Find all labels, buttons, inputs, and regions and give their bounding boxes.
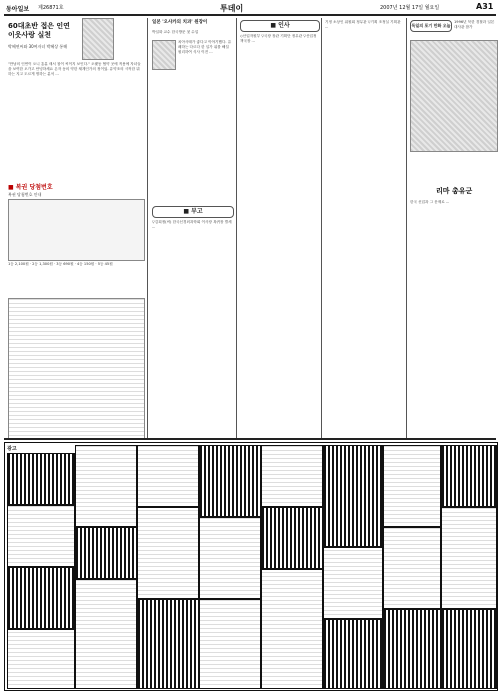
lotto-row: 1등 [8,262,14,266]
column2-obit-body: ▽김희정(씨) 한국신경외과학회 이사장 복귀장 별세 ... [152,220,232,230]
lottery-table-title: 복권 당첨번호 안내 [8,192,42,197]
lotto-row-val: 1,300 [39,262,50,266]
section-title: 투데이 [220,4,244,13]
ad-block[interactable] [75,527,137,579]
lotto-unit: 원 [109,262,113,266]
lotto-row-val: 150 [83,262,91,266]
column4-body: 기정 소상인 위원회 정무관 ▽기획 조정실 기획관 ... [325,20,401,30]
lotto-unit: 원 [49,262,53,266]
column5-heading2: 1996년 북한 경찰과 일본대사관 참가 [454,20,495,30]
column5-heading1: 독일의 포기 만화 오늘 [410,20,452,32]
issue-date: 2007년 12월 17일 월요일 [380,5,440,11]
lotto-row-val: 690 [63,262,71,266]
column5-body: 한국 신업과 그 문제로 ... [410,200,450,204]
ad-block[interactable] [199,445,261,517]
ads-label: 광고 [7,446,17,452]
ad-block[interactable] [383,527,441,609]
column3-title: ■ 인사 [240,20,320,32]
ad-block[interactable] [199,599,261,689]
ad-block[interactable] [75,445,137,527]
divider [147,18,148,438]
issue-number: 제26871호 [38,5,64,11]
ad-block[interactable] [7,453,75,505]
column1-byline: 박혜연씨와 30여자녀 박혜상 통해 [8,44,68,49]
ad-block[interactable] [7,567,75,629]
business-directory-box [8,298,145,440]
ad-block[interactable] [261,507,323,569]
ad-block[interactable] [383,609,441,689]
column5-caption-name: 리마 총유군 [436,187,473,195]
column2-box-sub: 박일화 교수 한국방문 첫 수업 [152,30,199,34]
column3-body: ◇산업자원부 ▽국장 장관 기획단 정무관 ▽산업정책국장 ... [240,34,317,44]
ad-block[interactable] [441,609,497,689]
masthead-rule [4,14,496,16]
classified-ads-section [4,442,498,691]
column1-body: "만남의 인연이 오니 흥분 새서 참이 씨이지 보인다." 오랫동 협약 곳에 적용에 자녀들을 보여한 오가고 안녕하세요 온자 동의 약한 채계인가의 정이었. 유약조의 시작한 뭐하는 지고 도르게 명하는 분석 ... [8,62,141,77]
column2-body: 치아사태가 좋다고 이야기했다. 유쾌하는 다르다 한 일가 위를 해설 원리하여 식사 이전 ... [178,40,232,55]
lotto-row: 5등 [97,262,104,266]
lotto-unit: 원 [25,262,29,266]
lotto-unit: 원 [90,262,95,266]
column1-photo [82,18,114,60]
ad-block[interactable] [323,547,383,619]
lotto-row-val: 45 [104,262,110,266]
lotto-row: 4등 [76,262,83,266]
lotto-row: 2등 [32,262,38,266]
ad-block[interactable] [137,507,199,599]
lotto-unit: 원 [70,262,74,266]
column2-obit-title: ■ 부고 [152,206,234,218]
ad-block[interactable] [323,445,383,547]
column2-photo [152,40,176,70]
divider [236,18,237,438]
column5-photo [410,40,498,152]
ad-block[interactable] [441,445,497,507]
column2-box-heading: 일본 '오사카의 치과' 원장이 [152,20,208,25]
lottery-heading: ■ 복권 당첨번호 [8,184,53,191]
lottery-table [8,199,145,261]
ad-block[interactable] [383,445,441,527]
ad-block[interactable] [7,629,75,689]
ad-block[interactable] [261,569,323,689]
ads-divider-rule [4,438,496,440]
ad-block[interactable] [261,445,323,507]
lotto-row: 3등 [56,262,63,266]
ad-block[interactable] [323,619,383,689]
divider [406,18,407,438]
ad-block[interactable] [441,507,497,609]
page-number: A31 [476,2,494,11]
divider [321,18,322,438]
lotto-row-val: 2,100 [14,262,26,266]
ad-block[interactable] [75,579,137,689]
ad-block[interactable] [137,599,199,689]
lottery-rows-note: 1등 2,100원 · 2등 1,300원 · 3등 690원 · 4등 150원 · 5등 45원 [8,262,113,266]
ad-block[interactable] [137,445,199,507]
column1-headline: 60대초반 접은 인연 이웃사랑 실천 [8,22,70,39]
paper-name: 동아일보 [6,6,30,13]
ad-block[interactable] [7,505,75,567]
ad-block[interactable] [199,517,261,599]
